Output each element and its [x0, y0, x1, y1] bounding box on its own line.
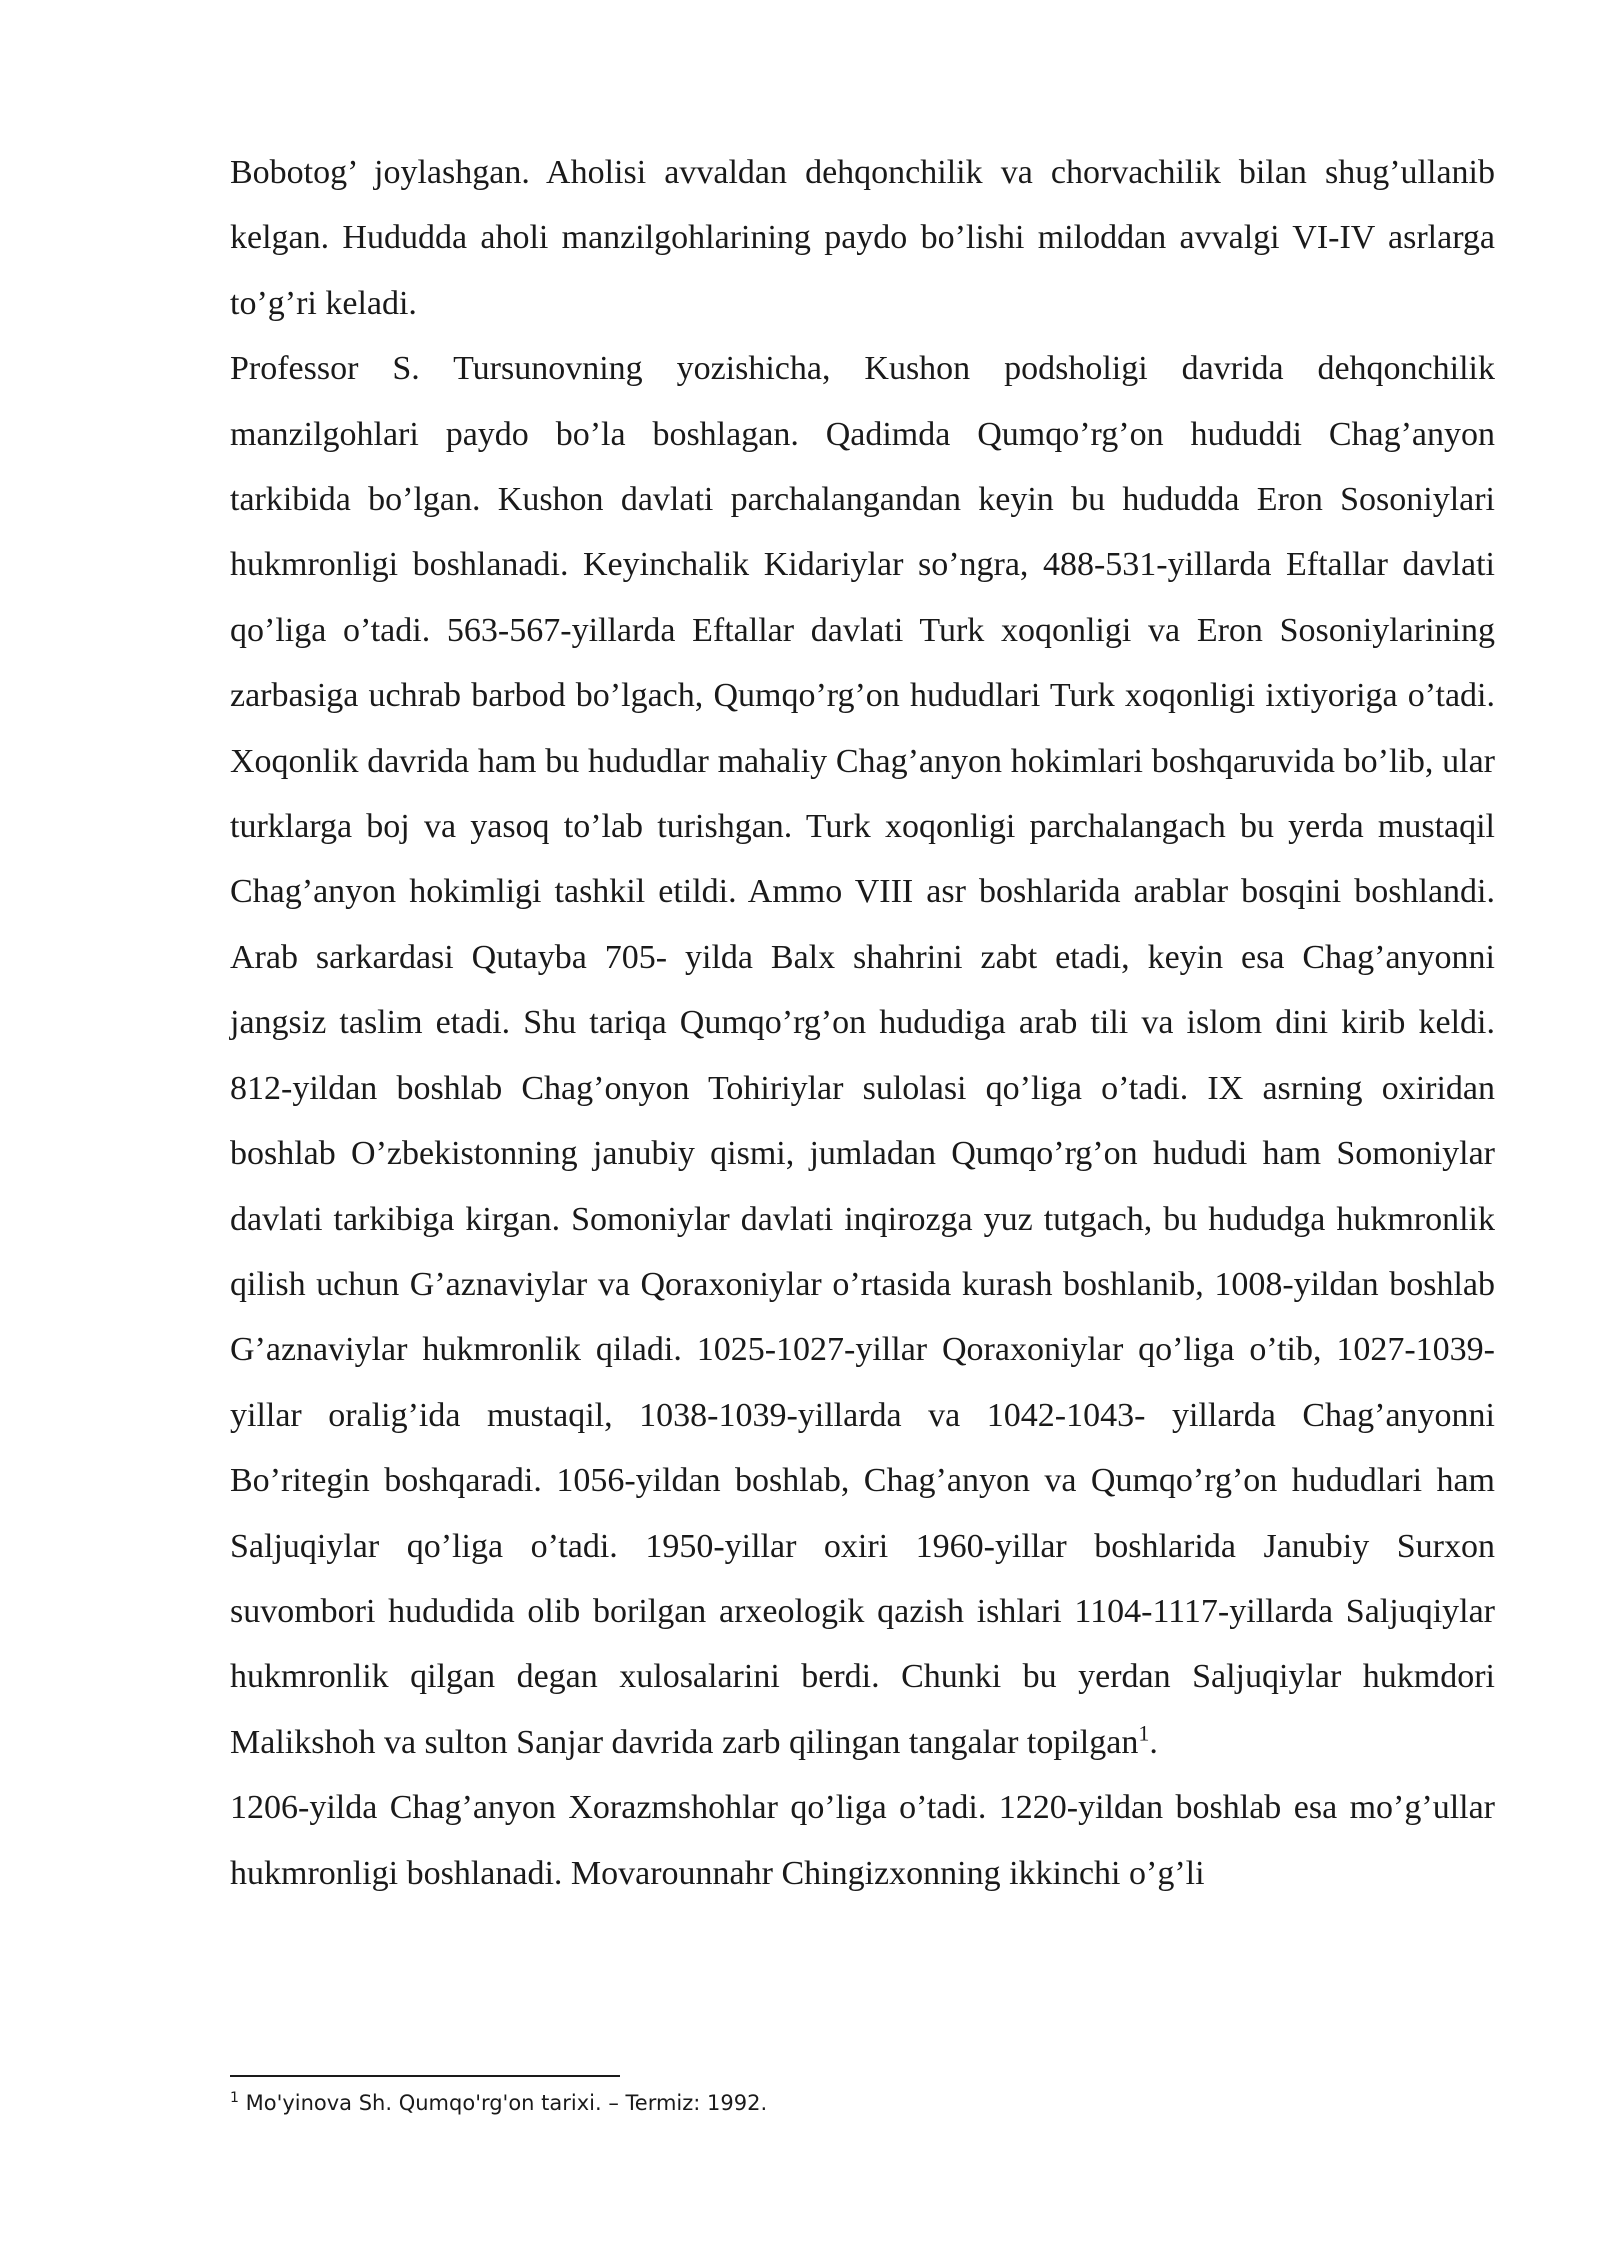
footnote-reference[interactable]: 1: [1138, 1720, 1150, 1746]
footnote-text: Mo'yinova Sh. Qumqo'rg'on tarixi. – Termiz: 1992.: [238, 2091, 768, 2115]
paragraph-3-text: 1206-yilda Chag’anyon Xorazmshohlar qo’liga o’tadi. 1220-yildan boshlab esa mo’g’ullar hukmronligi boshlanadi. Movarounnahr Chingizxonning ikkinchi o’g’li: [230, 1789, 1495, 1892]
paragraph-1: [230, 140, 1495, 336]
paragraph-2-end: .: [1149, 1723, 1158, 1761]
paragraph-3: [230, 1775, 1495, 1906]
footnote-separator: [230, 2075, 620, 2077]
body-text: [230, 140, 1495, 1906]
footnote: [230, 2088, 1495, 2118]
paragraph-2-text: Professor S. Tursunovning yozishicha, Kushon podsholigi davrida dehqonchilik manzilgohlari paydo bo’la boshlagan. Qadimda Qumqo’rg’on hududdi Chag’anyon tarkibida bo’lgan. Kushon davlati parchalangandan keyin bu hududda Eron Sosoniylari hukmronligi boshlanadi. Keyinchalik Kidariylar so’ngra, 488-531-yillarda Eftallar davlati qo’liga o’tadi. 563-567-yillarda Eftallar davlati Turk xoqonligi va Eron Sosoniylarining zarbasiga uchrab barbod bo’lgach, Qumqo’rg’on hududlari Turk xoqonligi ixtiyoriga o’tadi. Xoqonlik davrida ham bu hududlar mahaliy Chag’anyon hokimlari boshqaruvida bo’lib, ular turklarga boj va yasoq to’lab turishgan. Turk xoqonligi parchalangach bu yerda mustaqil Chag’anyon hokimligi tashkil etildi. Ammo VIII asr boshlarida arablar bosqini boshlandi. Arab sarkardasi Qutayba 705- yilda Balx shahrini zabt etadi, keyin esa Chag’anyonni jangsiz taslim etadi. Shu tariqa Qumqo’rg’on hududiga arab tili va islom dini kirib keldi. 812-yildan boshlab Chag’onyon Tohiriylar sulolasi qo’liga o’tadi. IX asrning oxiridan boshlab O’zbekistonning janubiy qismi, jumladan Qumqo’rg’on hududi ham Somoniylar davlati tarkibiga kirgan. Somoniylar davlati inqirozga yuz tutgach, bu hududga hukmronlik qilish uchun G’aznaviylar va Qoraxoniylar o’rtasida kurash boshlanib, 1008-yildan boshlab G’aznaviylar hukmronlik qiladi. 1025-1027-yillar Qoraxoniylar qo’liga o’tib, 1027-1039-yillar oralig’ida mustaqil, 1038-1039-yillarda va 1042-1043- yillarda Chag’anyonni Bo’ritegin boshqaradi. 1056-yildan boshlab, Chag’anyon va Qumqo’rg’on hududlari ham Saljuqiylar qo’liga o’tadi. 1950-yillar oxiri 1960-yillar boshlarida Janubiy Surxon suvombori hududida olib borilgan arxeologik qazish ishlari 1104-1117-yillarda Saljuqiylar hukmronlik qilgan degan xulosalarini berdi. Chunki bu yerdan Saljuqiylar hukmdori Malikshoh va sulton Sanjar davrida zarb qilingan tangalar topilgan: [230, 350, 1495, 1761]
paragraph-2: [230, 336, 1495, 1775]
footnote-number: 1: [230, 2090, 239, 2106]
paragraph-1-text: Bobotog’ joylashgan. Aholisi avvaldan dehqonchilik va chorvachilik bilan shug’ullanib kelgan. Hududda aholi manzilgohlarining paydo bo’lishi miloddan avvalgi VI-IV asrlarga to’g’ri keladi.: [230, 154, 1495, 322]
